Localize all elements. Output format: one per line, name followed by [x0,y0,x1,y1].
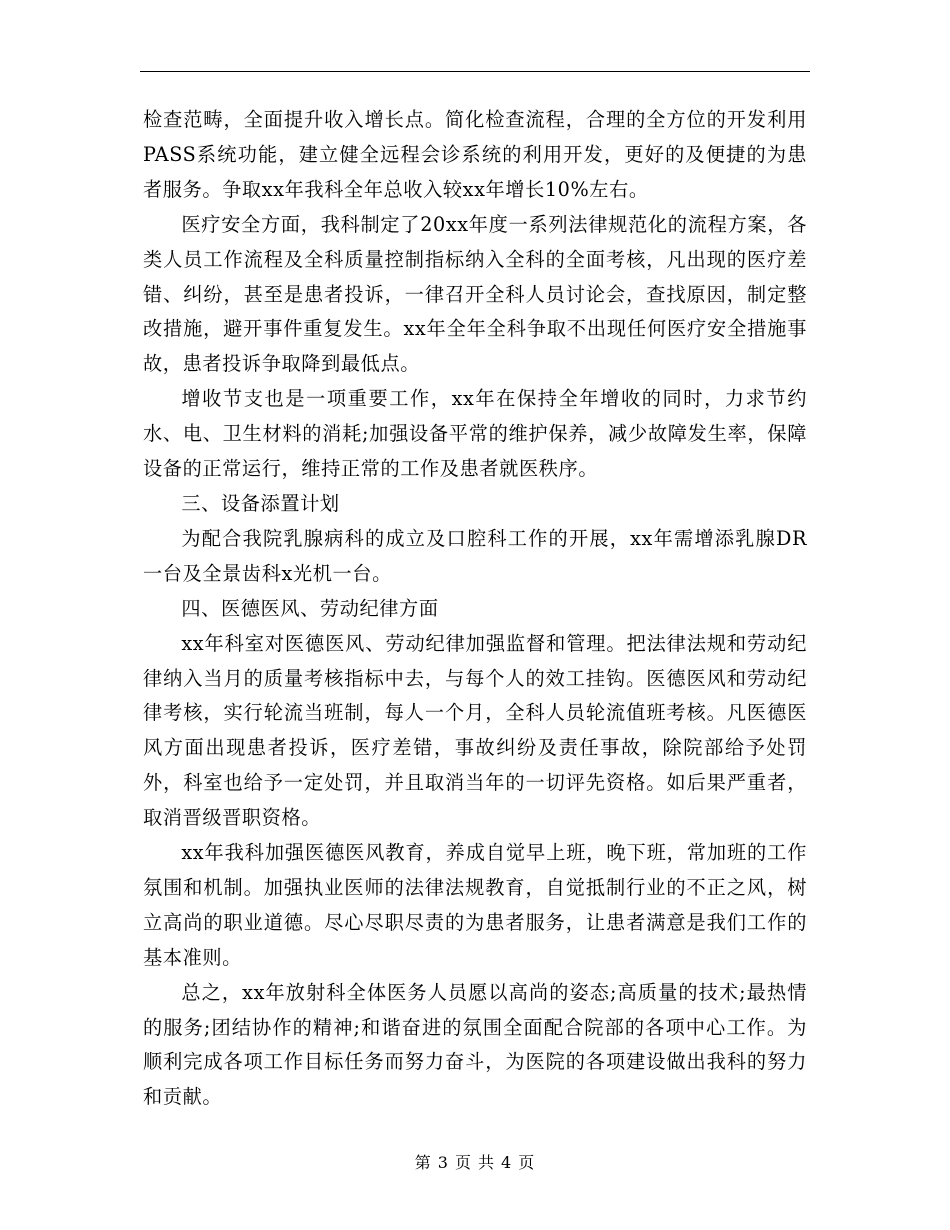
paragraph-equipment-plan: 为配合我院乳腺病科的成立及口腔科工作的开展，xx年需增添乳腺DR一台及全景齿科x光机一台。 [143,526,807,585]
paragraph-conclusion: 总之，xx年放射科全体医务人员愿以高尚的姿态;高质量的技术;最热情的服务;团结协作的精神;和谐奋进的氛围全面配合院部的各项中心工作。为顺利完成各项工作目标任务而努力奋斗，为医院的各项建设做出我科的努力和贡献。 [143,980,807,1109]
paragraph-revenue-growth: 检查范畴，全面提升收入增长点。简化检查流程，合理的全方位的开发利用PASS系统功能，建立健全远程会诊系统的利用开发，更好的及便捷的为患者服务。争取xx年我科全年总收入较xx年增长10%左右。 [143,108,807,201]
paragraph-cost-saving: 增收节支也是一项重要工作，xx年在保持全年增收的同时，力求节约水、电、卫生材料的消耗;加强设备平常的维护保养，减少故障发生率，保障设备的正常运行，维持正常的工作及患者就医秩序。 [143,387,807,481]
paragraph-medical-safety: 医疗安全方面，我科制定了20xx年度一系列法律规范化的流程方案，各类人员工作流程及全科质量控制指标纳入全科的全面考核，凡出现的医疗差错、纠纷，甚至是患者投诉，一律召开全科人员讨论会，查找原因，制定整改措施，避开事件重复发生。xx年全年全科争取不出现任何医疗安全措施事故，患者投诉争取降到最低点。 [143,212,807,376]
footer-total-pages: 4 [501,1153,513,1172]
header-divider [140,71,810,72]
document-body [143,103,807,1115]
footer-total-word: 共 [478,1153,496,1172]
footer-prefix: 第 [414,1153,432,1172]
paragraph-ethics-education: xx年我科加强医德医风教育，养成自觉早上班，晚下班，常加班的工作氛围和机制。加强执业医师的法律法规教育，自觉抵制行业的不正之风，树立高尚的职业道德。尽心尽职尽责的为患者服务，让患者满意是我们工作的基本准则。 [143,841,807,969]
page-footer [0,1153,950,1173]
paragraph-ethics-supervision: xx年科室对医德医风、劳动纪律加强监督和管理。把法律法规和劳动纪律纳入当月的质量考核指标中去，与每个人的效工挂钩。医德医风和劳动纪律考核，实行轮流当班制，每人一个月，全科人员轮流值班考核。凡医德医风方面出现患者投诉，医疗差错，事故纠纷及责任事故，除院部给予处罚外，科室也给予一定处罚，并且取消当年的一切评先资格。如后果严重者，取消晋级晋职资格。 [143,631,807,830]
footer-page-word: 页 [454,1153,472,1172]
section-heading-ethics-discipline: 四、医德医风、劳动纪律方面 [181,596,439,620]
footer-current-page: 3 [437,1153,449,1172]
section-heading-equipment-plan: 三、设备添置计划 [181,491,340,515]
footer-suffix: 页 [518,1153,536,1172]
